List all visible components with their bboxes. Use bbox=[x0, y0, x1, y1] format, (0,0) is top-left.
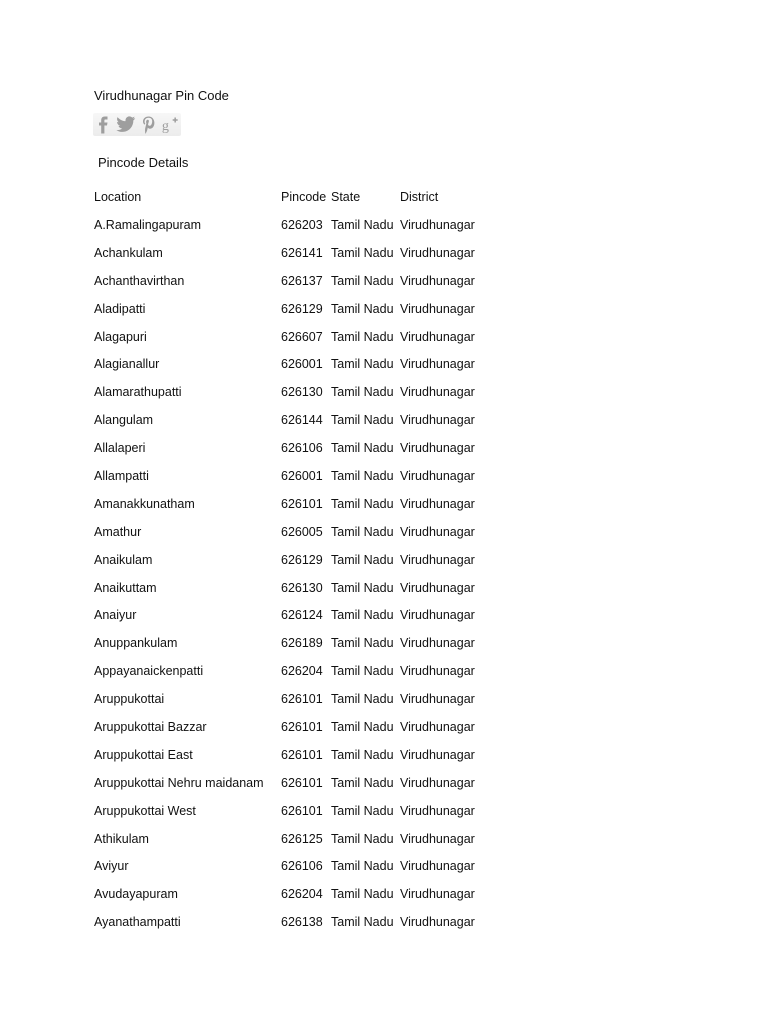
table-row bbox=[94, 378, 490, 406]
table-header-row bbox=[94, 183, 490, 211]
table-row bbox=[94, 908, 490, 936]
cell-location: Achanthavirthan bbox=[94, 273, 185, 288]
cell-state: Tamil Nadu bbox=[331, 692, 394, 707]
table-row bbox=[94, 518, 490, 546]
cell-state: Tamil Nadu bbox=[331, 468, 394, 483]
cell-pincode: 626101 bbox=[281, 775, 323, 790]
cell-state: Tamil Nadu bbox=[331, 887, 394, 902]
cell-pincode: 626101 bbox=[281, 496, 323, 511]
cell-state: Tamil Nadu bbox=[331, 719, 394, 734]
cell-pincode: 626607 bbox=[281, 329, 323, 344]
cell-location: Amanakkunatham bbox=[94, 496, 195, 511]
pinterest-icon[interactable] bbox=[139, 115, 159, 135]
social-share-bar bbox=[93, 113, 181, 136]
cell-district: Virudhunagar bbox=[400, 413, 475, 428]
facebook-icon[interactable] bbox=[93, 115, 113, 135]
cell-location: Aruppukottai East bbox=[94, 747, 193, 762]
svg-text:g: g bbox=[161, 117, 169, 134]
cell-district: Virudhunagar bbox=[400, 273, 475, 288]
cell-district: Virudhunagar bbox=[400, 441, 475, 456]
cell-state: Tamil Nadu bbox=[331, 775, 394, 790]
cell-district: Virudhunagar bbox=[400, 608, 475, 623]
cell-state: Tamil Nadu bbox=[331, 747, 394, 762]
table-row bbox=[94, 769, 490, 797]
section-heading: Pincode Details bbox=[98, 155, 189, 170]
cell-pincode: 626101 bbox=[281, 692, 323, 707]
cell-state: Tamil Nadu bbox=[331, 329, 394, 344]
cell-location: Alamarathupatti bbox=[94, 385, 182, 400]
cell-pincode: 626204 bbox=[281, 887, 323, 902]
cell-state: Tamil Nadu bbox=[331, 608, 394, 623]
cell-location: Anaikulam bbox=[94, 552, 153, 567]
column-header-pincode: Pincode bbox=[281, 190, 327, 204]
cell-location: A.Ramalingapuram bbox=[94, 217, 201, 232]
cell-pincode: 626101 bbox=[281, 719, 323, 734]
table-row bbox=[94, 574, 490, 602]
cell-state: Tamil Nadu bbox=[331, 524, 394, 539]
table-row bbox=[94, 880, 490, 908]
table-row bbox=[94, 852, 490, 880]
cell-pincode: 626101 bbox=[281, 747, 323, 762]
cell-location: Appayanaickenpatti bbox=[94, 664, 204, 679]
twitter-icon[interactable] bbox=[116, 115, 136, 135]
cell-district: Virudhunagar bbox=[400, 719, 475, 734]
table-row bbox=[94, 601, 490, 629]
cell-pincode: 626130 bbox=[281, 385, 323, 400]
cell-location: Aruppukottai bbox=[94, 692, 165, 707]
cell-location: Allampatti bbox=[94, 468, 149, 483]
cell-district: Virudhunagar bbox=[400, 357, 475, 372]
table-row bbox=[94, 713, 490, 741]
cell-location: Avudayapuram bbox=[94, 887, 178, 902]
cell-pincode: 626124 bbox=[281, 608, 323, 623]
table-row bbox=[94, 629, 490, 657]
column-header-district: District bbox=[400, 190, 439, 204]
cell-location: Anaiyur bbox=[94, 608, 137, 623]
cell-pincode: 626137 bbox=[281, 273, 323, 288]
cell-location: Ayanathampatti bbox=[94, 915, 181, 930]
table-row bbox=[94, 657, 490, 685]
cell-pincode: 626129 bbox=[281, 552, 323, 567]
table-row bbox=[94, 462, 490, 490]
table-row bbox=[94, 434, 490, 462]
table-row bbox=[94, 490, 490, 518]
table-row bbox=[94, 350, 490, 378]
cell-location: Alagapuri bbox=[94, 329, 147, 344]
cell-district: Virudhunagar bbox=[400, 245, 475, 260]
cell-pincode: 626129 bbox=[281, 301, 323, 316]
cell-district: Virudhunagar bbox=[400, 496, 475, 511]
table-row bbox=[94, 797, 490, 825]
cell-location: Anaikuttam bbox=[94, 580, 157, 595]
cell-district: Virudhunagar bbox=[400, 803, 475, 818]
cell-pincode: 626001 bbox=[281, 357, 323, 372]
cell-district: Virudhunagar bbox=[400, 831, 475, 846]
cell-state: Tamil Nadu bbox=[331, 245, 394, 260]
cell-pincode: 626001 bbox=[281, 468, 323, 483]
cell-state: Tamil Nadu bbox=[331, 636, 394, 651]
cell-pincode: 626204 bbox=[281, 664, 323, 679]
cell-state: Tamil Nadu bbox=[331, 441, 394, 456]
table-row bbox=[94, 406, 490, 434]
cell-district: Virudhunagar bbox=[400, 217, 475, 232]
cell-state: Tamil Nadu bbox=[331, 831, 394, 846]
cell-location: Anuppankulam bbox=[94, 636, 178, 651]
cell-state: Tamil Nadu bbox=[331, 915, 394, 930]
cell-district: Virudhunagar bbox=[400, 692, 475, 707]
cell-district: Virudhunagar bbox=[400, 859, 475, 874]
column-header-state: State bbox=[331, 190, 361, 204]
cell-location: Alangulam bbox=[94, 413, 154, 428]
cell-pincode: 626144 bbox=[281, 413, 323, 428]
cell-state: Tamil Nadu bbox=[331, 496, 394, 511]
cell-district: Virudhunagar bbox=[400, 775, 475, 790]
cell-pincode: 626141 bbox=[281, 245, 323, 260]
cell-pincode: 626005 bbox=[281, 524, 323, 539]
cell-state: Tamil Nadu bbox=[331, 803, 394, 818]
table-row bbox=[94, 323, 490, 351]
cell-district: Virudhunagar bbox=[400, 887, 475, 902]
cell-state: Tamil Nadu bbox=[331, 357, 394, 372]
cell-state: Tamil Nadu bbox=[331, 552, 394, 567]
cell-location: Aruppukottai Nehru maidanam bbox=[94, 775, 264, 790]
cell-state: Tamil Nadu bbox=[331, 859, 394, 874]
cell-district: Virudhunagar bbox=[400, 301, 475, 316]
cell-pincode: 626106 bbox=[281, 441, 323, 456]
cell-district: Virudhunagar bbox=[400, 524, 475, 539]
cell-state: Tamil Nadu bbox=[331, 385, 394, 400]
cell-state: Tamil Nadu bbox=[331, 301, 394, 316]
table-row bbox=[94, 546, 490, 574]
table-row bbox=[94, 239, 490, 267]
cell-state: Tamil Nadu bbox=[331, 580, 394, 595]
cell-district: Virudhunagar bbox=[400, 552, 475, 567]
cell-location: Aladipatti bbox=[94, 301, 146, 316]
pincode-table bbox=[94, 183, 490, 936]
table-row bbox=[94, 825, 490, 853]
cell-state: Tamil Nadu bbox=[331, 664, 394, 679]
cell-state: Tamil Nadu bbox=[331, 273, 394, 288]
cell-district: Virudhunagar bbox=[400, 636, 475, 651]
cell-pincode: 626125 bbox=[281, 831, 323, 846]
cell-pincode: 626138 bbox=[281, 915, 323, 930]
cell-location: Aviyur bbox=[94, 859, 129, 874]
table-row bbox=[94, 685, 490, 713]
cell-district: Virudhunagar bbox=[400, 468, 475, 483]
cell-district: Virudhunagar bbox=[400, 580, 475, 595]
cell-location: Achankulam bbox=[94, 245, 163, 260]
cell-state: Tamil Nadu bbox=[331, 413, 394, 428]
cell-district: Virudhunagar bbox=[400, 385, 475, 400]
page-title: Virudhunagar Pin Code bbox=[94, 88, 229, 103]
table-row bbox=[94, 211, 490, 239]
cell-pincode: 626189 bbox=[281, 636, 323, 651]
cell-location: Amathur bbox=[94, 524, 142, 539]
cell-district: Virudhunagar bbox=[400, 747, 475, 762]
table-row bbox=[94, 295, 490, 323]
cell-location: Alagianallur bbox=[94, 357, 160, 372]
table-body bbox=[94, 211, 490, 936]
cell-location: Athikulam bbox=[94, 831, 149, 846]
table-row bbox=[94, 741, 490, 769]
cell-location: Aruppukottai West bbox=[94, 803, 196, 818]
cell-location: Aruppukottai Bazzar bbox=[94, 719, 207, 734]
cell-state: Tamil Nadu bbox=[331, 217, 394, 232]
table-row bbox=[94, 267, 490, 295]
column-header-location: Location bbox=[94, 190, 142, 204]
cell-pincode: 626101 bbox=[281, 803, 323, 818]
google-plus-icon[interactable] bbox=[161, 115, 181, 135]
cell-location: Allalaperi bbox=[94, 441, 146, 456]
cell-pincode: 626106 bbox=[281, 859, 323, 874]
cell-pincode: 626130 bbox=[281, 580, 323, 595]
cell-district: Virudhunagar bbox=[400, 329, 475, 344]
cell-pincode: 626203 bbox=[281, 217, 323, 232]
cell-district: Virudhunagar bbox=[400, 915, 475, 930]
cell-district: Virudhunagar bbox=[400, 664, 475, 679]
